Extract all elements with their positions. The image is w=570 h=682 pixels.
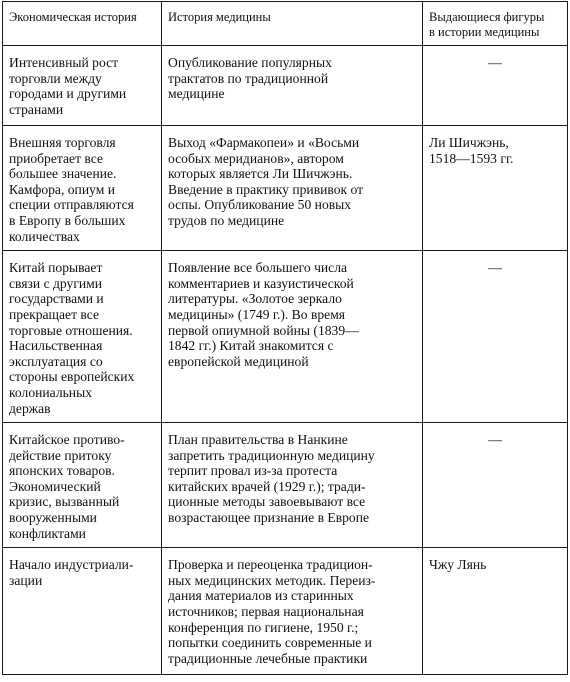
header-label: Выдающиеся фигуры в истории медицины xyxy=(429,10,545,39)
cell-text: — xyxy=(488,55,502,70)
cell-medicine xyxy=(162,126,423,251)
header-label: Экономическая история xyxy=(9,10,137,24)
cell-economic xyxy=(3,548,162,675)
cell-text: — xyxy=(488,260,502,276)
cell-medicine xyxy=(162,423,423,548)
cell-text: Опубликование популярных трактатов по традиционной медицине xyxy=(168,55,332,102)
cell-medicine xyxy=(162,46,423,126)
history-table xyxy=(2,1,568,675)
header-medicine-history xyxy=(162,2,423,46)
header-label: История медицины xyxy=(168,10,271,24)
cell-text: Появление все большего числа комментариев и казуистической литературы. «Золотое зеркало медицины» (1749 г.). Во время первой опиумной войны (1839— 1842 гг.) Китай знакомится с европейской медициной xyxy=(168,260,359,369)
table-row xyxy=(3,46,568,126)
cell-text: Проверка и переоценка традицион- ных медицинских методик. Переиз- дания материалов из старинных источников; первая национальная конференция по гигиене, 1950 г.; попытки соединить современные и традиционные лечебные практики xyxy=(168,557,376,666)
cell-text: Интенсивный рост торговли между городами и другими странами xyxy=(9,55,127,117)
cell-figures xyxy=(423,423,568,548)
header-notable-figures xyxy=(423,2,568,46)
cell-figures xyxy=(423,126,568,251)
table-row xyxy=(3,251,568,423)
table-row xyxy=(3,126,568,251)
cell-figures xyxy=(423,548,568,675)
table-row xyxy=(3,423,568,548)
cell-text: Китайское противо- действие притоку японских товаров. Экономический кризис, вызванный вооруженными конфликтами xyxy=(9,432,125,541)
cell-text: Начало индустриали- зации xyxy=(9,557,134,588)
table-header-row xyxy=(3,2,568,46)
cell-text: Внешняя торговля приобретает все большее значение. Камфора, опиум и специи отправляются в Европу в больших количествах xyxy=(9,135,134,244)
cell-text: Выход «Фармакопеи» и «Восьми особых меридианов», автором которых является Ли Шичжэнь. Введение в практику прививок от оспы. Опубликование 50 новых трудов по медицине xyxy=(168,135,364,228)
cell-economic xyxy=(3,251,162,423)
cell-figures xyxy=(423,251,568,423)
cell-text: Ли Шичжэнь, 1518—1593 гг. xyxy=(429,135,514,166)
cell-figures xyxy=(423,46,568,126)
cell-economic xyxy=(3,126,162,251)
table-row xyxy=(3,548,568,675)
cell-medicine xyxy=(162,251,423,423)
cell-text: Китай порывает связи с другими государствами и прекращает все торговые отношения. Насильственная эксплуатация со стороны европейских колониальных держав xyxy=(9,260,135,416)
cell-medicine xyxy=(162,548,423,675)
cell-text: Чжу Лянь xyxy=(429,557,487,573)
cell-economic xyxy=(3,46,162,126)
cell-text: План правительства в Нанкине запретить традиционную медицину терпит провал из-за протеста китайских врачей (1929 г.); тради- ционные методы завоевывают все возрастающее признание в Европе xyxy=(168,432,375,526)
header-economic-history xyxy=(3,2,162,46)
cell-economic xyxy=(3,423,162,548)
cell-text: — xyxy=(488,432,502,448)
